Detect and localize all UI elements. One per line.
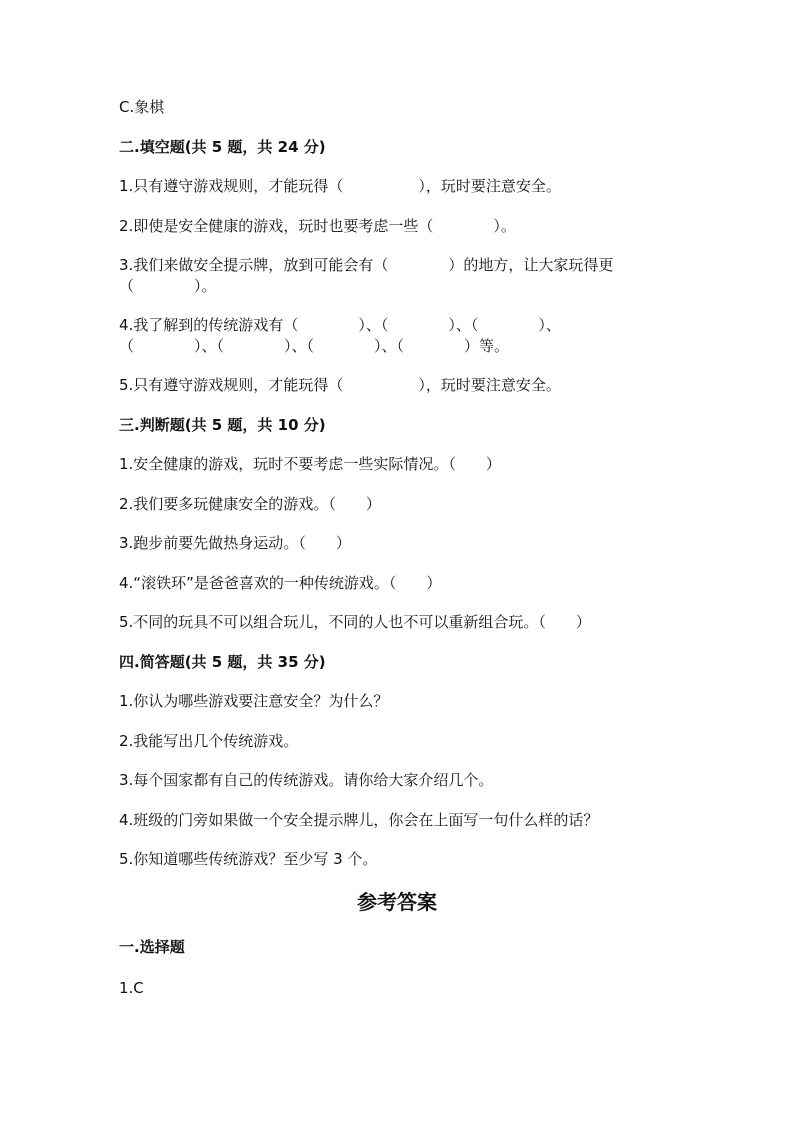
fill-blank-question-2: 2.即使是安全健康的游戏，玩时也要考虑一些（ ）。 bbox=[119, 217, 516, 235]
fill-blank-question-4-continued: （ ）、（ ）、（ ）、（ ）等。 bbox=[119, 337, 510, 355]
true-false-question-5: 5.不同的玩具不可以组合玩儿，不同的人也不可以重新组合玩。（ ） bbox=[119, 613, 591, 631]
answer-section-heading: 一.选择题 bbox=[119, 938, 185, 956]
short-answer-question-4: 4.班级的门旁如果做一个安全提示牌儿，你会在上面写一句什么样的话？ bbox=[119, 811, 599, 829]
answer-key-title: 参考答案 bbox=[357, 890, 437, 914]
section-heading-short-answer: 四.简答题(共 5 题，共 35 分) bbox=[119, 653, 326, 671]
short-answer-question-1: 1.你认为哪些游戏要注意安全？为什么？ bbox=[119, 692, 389, 710]
short-answer-question-5: 5.你知道哪些传统游戏？至少写 3 个。 bbox=[119, 850, 378, 868]
short-answer-question-3: 3.每个国家都有自己的传统游戏。请你给大家介绍几个。 bbox=[119, 771, 494, 789]
fill-blank-question-3: 3.我们来做安全提示牌，放到可能会有（ ）的地方，让大家玩得更 bbox=[119, 256, 614, 274]
answer-item-1: 1.C bbox=[119, 979, 144, 997]
fill-blank-question-3-continued: （ ）。 bbox=[119, 277, 217, 295]
section-heading-fill-blank: 二.填空题(共 5 题，共 24 分) bbox=[119, 138, 326, 156]
true-false-question-4: 4.“滚铁环”是爸爸喜欢的一种传统游戏。（ ） bbox=[119, 574, 442, 592]
fill-blank-question-4: 4.我了解到的传统游戏有（ ）、（ ）、（ ）、 bbox=[119, 316, 561, 334]
true-false-question-3: 3.跑步前要先做热身运动。（ ） bbox=[119, 534, 351, 552]
section-heading-true-false: 三.判断题(共 5 题，共 10 分) bbox=[119, 416, 326, 434]
true-false-question-2: 2.我们要多玩健康安全的游戏。（ ） bbox=[119, 495, 381, 513]
option-c: C.象棋 bbox=[119, 98, 165, 116]
true-false-question-1: 1.安全健康的游戏，玩时不要考虑一些实际情况。（ ） bbox=[119, 455, 501, 473]
fill-blank-question-1: 1.只有遵守游戏规则，才能玩得（ ），玩时要注意安全。 bbox=[119, 177, 561, 195]
fill-blank-question-5: 5.只有遵守游戏规则，才能玩得（ ），玩时要注意安全。 bbox=[119, 376, 561, 394]
short-answer-question-2: 2.我能写出几个传统游戏。 bbox=[119, 732, 299, 750]
